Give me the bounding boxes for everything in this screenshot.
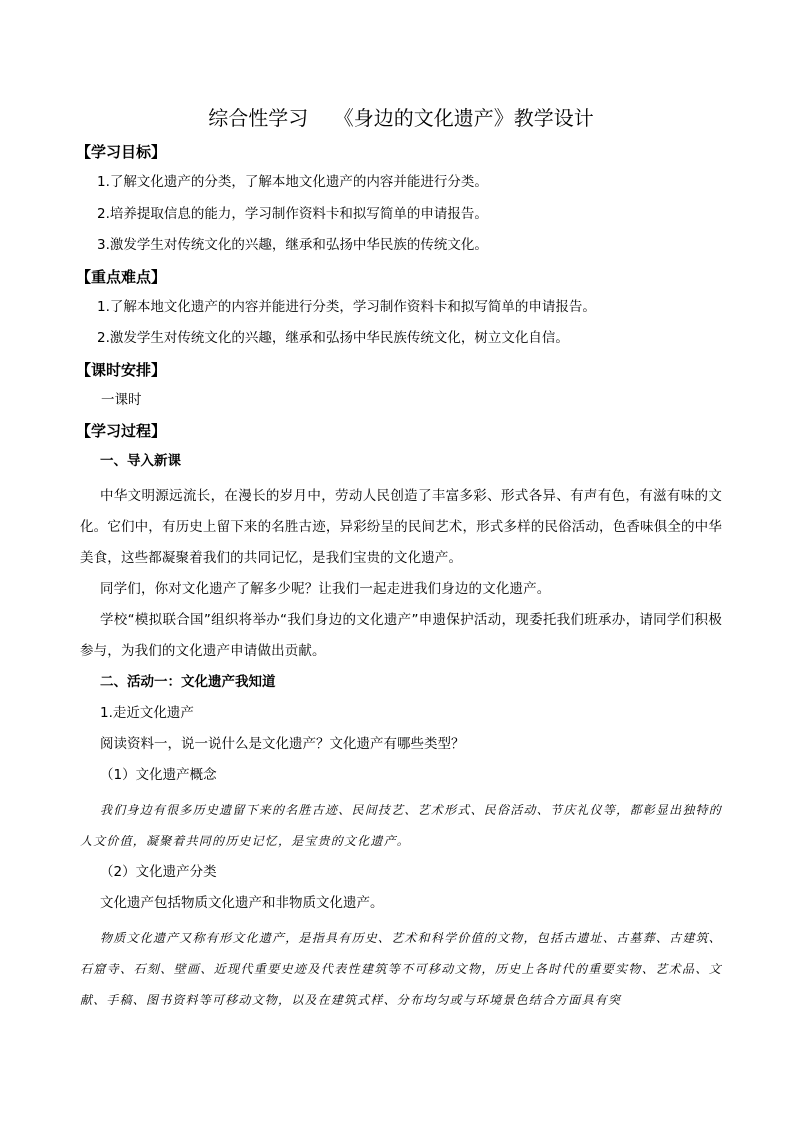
part1-heading: 一、导入新课 bbox=[100, 452, 181, 469]
heading-process: 【学习过程】 bbox=[76, 421, 167, 440]
step1-question: 阅读资料一，说一说什么是文化遗产？文化遗产有哪些类型？ bbox=[100, 735, 465, 752]
heading-key-points: 【重点难点】 bbox=[76, 267, 167, 286]
key-item-2: 2.激发学生对传统文化的兴趣，继承和弘扬中华民族传统文化，树立文化自信。 bbox=[97, 330, 569, 346]
intro-paragraph-3: 学校“模拟联合国”组织将举办“我们身边的文化遗产”申遗保护活动，现委托我们班承办，请同学们积极参与，为我们的文化遗产申请做出贡献。 bbox=[80, 611, 722, 659]
goal-item-1: 1.了解文化遗产的分类，了解本地文化遗产的内容并能进行分类。 bbox=[97, 174, 488, 190]
classification-text: 物质文化遗产又称有形文化遗产，是指具有历史、艺术和科学价值的文物，包括古遗址、古墓葬、古建筑、石窟寺、石刻、壁画、近现代重要史迹及代表性建筑等不可移动文物，历史上各时代的重要实物、艺术品、文献、手稿、图书资料等可移动文物，以及在建筑式样、分布均匀或与环境景色结合方面具有突 bbox=[80, 930, 722, 1007]
schedule-text: 一课时 bbox=[101, 391, 142, 408]
concept-text: 我们身边有很多历史遗留下来的名胜古迹、民间技艺、艺术形式、民俗活动、节庆礼仪等，都彰显出独特的人文价值，凝聚着共同的历史记忆，是宝贵的文化遗产。 bbox=[80, 802, 722, 848]
key-item-1: 1.了解本地文化遗产的内容并能进行分类，学习制作资料卡和拟写简单的申请报告。 bbox=[97, 298, 596, 315]
heading-schedule: 【课时安排】 bbox=[76, 360, 167, 379]
classification-intro: 文化遗产包括物质文化遗产和非物质文化遗产。 bbox=[100, 894, 384, 911]
classification-label: （2）文化遗产分类 bbox=[100, 863, 217, 880]
heading-learning-goals: 【学习目标】 bbox=[76, 143, 167, 161]
intro-paragraph-1: 中华文明源远流长，在漫长的岁月中，劳动人民创造了丰富多彩、形式各异、有声有色，有滋有味的文化。它们中，有历史上留下来的名胜古迹，异彩纷呈的民间艺术，形式多样的民俗活动，色香味俱全的中华美食，这些都凝聚着我们的共同记忆，是我们宝贵的文化遗产。 bbox=[80, 487, 722, 566]
part2-heading: 二、活动一：文化遗产我知道 bbox=[100, 673, 276, 690]
goal-item-3: 3.激发学生对传统文化的兴趣，继承和弘扬中华民族的传统文化。 bbox=[97, 237, 488, 253]
concept-label: （1）文化遗产概念 bbox=[100, 766, 217, 783]
document-title: 综合性学习 《身边的文化遗产》教学设计 bbox=[208, 106, 594, 130]
step1-label: 1.走近文化遗产 bbox=[100, 704, 194, 721]
goal-item-2: 2.培养提取信息的能力，学习制作资料卡和拟写简单的申请报告。 bbox=[97, 205, 488, 222]
intro-paragraph-2: 同学们，你对文化遗产了解多少呢？让我们一起走进我们身边的文化遗产。 bbox=[100, 580, 551, 597]
